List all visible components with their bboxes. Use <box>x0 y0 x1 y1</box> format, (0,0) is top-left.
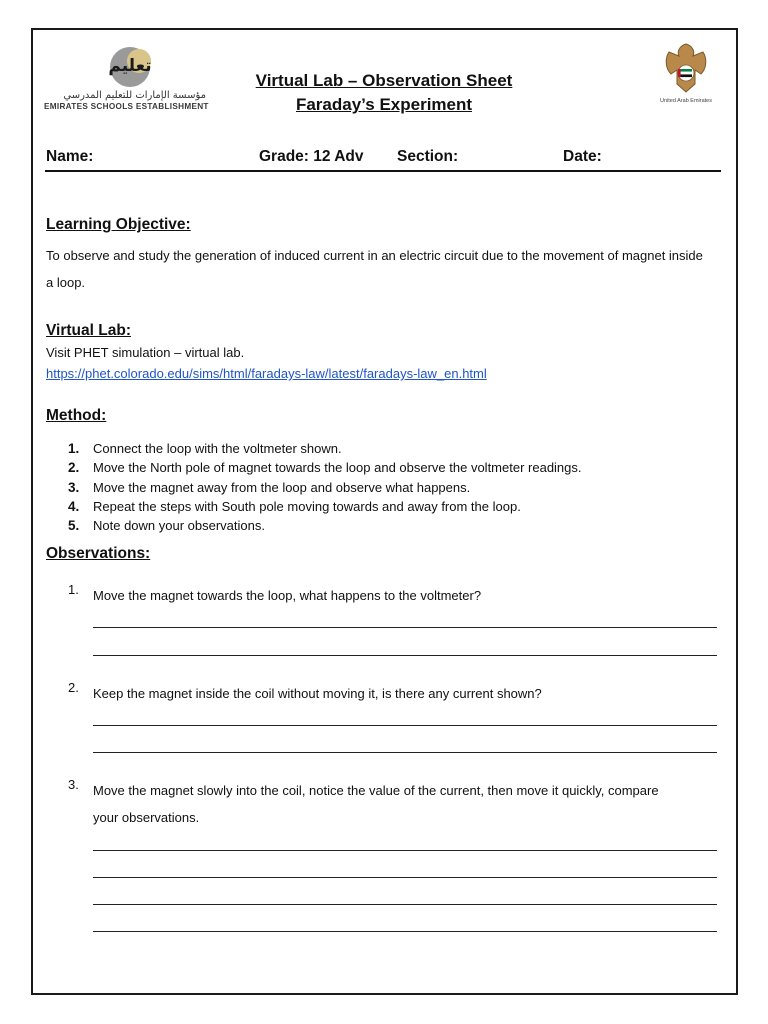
learning-objective-text: To observe and study the generation of induced current in an electric circuit due to the movement of magnet inside a loop. <box>46 248 703 290</box>
step-number: 5. <box>68 518 80 534</box>
step-text: Note down your observations. <box>93 518 265 534</box>
answer-line[interactable] <box>93 850 717 851</box>
date-label: Date: <box>563 148 602 165</box>
falcon-emblem-icon <box>655 40 717 98</box>
learning-objective-heading: Learning Objective: <box>46 216 191 233</box>
step-text: Connect the loop with the voltmeter shown. <box>93 441 342 457</box>
observations-heading: Observations: <box>46 545 151 562</box>
step-text: Repeat the steps with South pole moving towards and away from the loop. <box>93 499 521 515</box>
method-step <box>68 439 708 458</box>
title-line-2: Faraday’s Experiment <box>295 95 473 114</box>
virtual-lab-heading: Virtual Lab: <box>46 322 131 339</box>
school-logo <box>44 43 209 113</box>
phet-simulation-link[interactable]: https://phet.colorado.edu/sims/html/faradays-law/latest/faradays-law_en.html <box>46 366 487 381</box>
observation-question <box>68 680 683 707</box>
question-number: 1. <box>68 582 79 597</box>
logo-arabic-word: تعليم <box>108 56 152 76</box>
method-step <box>68 458 708 477</box>
answer-line[interactable] <box>93 725 717 726</box>
student-info-underline <box>45 170 721 172</box>
method-steps-list <box>68 439 708 535</box>
step-number: 4. <box>68 499 80 515</box>
uae-emblem <box>655 40 717 106</box>
logo-english-line: EMIRATES SCHOOLS ESTABLISHMENT <box>44 102 209 111</box>
method-step <box>68 497 708 516</box>
observation-question <box>68 777 683 831</box>
question-text: Keep the magnet inside the coil without moving it, is there any current shown? <box>93 686 542 701</box>
question-text: Move the magnet towards the loop, what happens to the voltmeter? <box>93 588 482 603</box>
answer-line[interactable] <box>93 752 717 753</box>
logo-arabic-line: مؤسسة الإمارات للتعليم المدرسي <box>63 90 206 101</box>
answer-line[interactable] <box>93 931 717 932</box>
section-label: Section: <box>397 148 459 165</box>
method-heading: Method: <box>46 407 107 424</box>
logo-emblem-icon <box>104 43 156 89</box>
answer-line[interactable] <box>93 904 717 905</box>
virtual-lab-text: Visit PHET simulation – virtual lab. <box>46 345 245 360</box>
step-text: Move the magnet away from the loop and observe what happens. <box>93 479 471 495</box>
title-line-1: Virtual Lab – Observation Sheet <box>255 71 513 90</box>
answer-line[interactable] <box>93 655 717 656</box>
question-text: Move the magnet slowly into the coil, notice the value of the current, then move it quickly, compare your observations. <box>93 783 659 825</box>
method-step <box>68 478 708 497</box>
step-number: 1. <box>68 441 80 457</box>
emblem-caption: United Arab Emirates <box>660 98 712 104</box>
page-title <box>200 69 568 117</box>
name-label: Name: <box>46 148 94 165</box>
answer-line[interactable] <box>93 627 717 628</box>
question-number: 2. <box>68 680 79 695</box>
answer-line[interactable] <box>93 877 717 878</box>
method-step <box>68 516 708 535</box>
step-number: 3. <box>68 479 80 495</box>
grade-label: Grade: 12 Adv <box>259 148 364 165</box>
step-number: 2. <box>68 460 80 476</box>
question-number: 3. <box>68 777 79 792</box>
step-text: Move the North pole of magnet towards the loop and observe the voltmeter readings. <box>93 460 582 476</box>
observation-question <box>68 582 683 609</box>
